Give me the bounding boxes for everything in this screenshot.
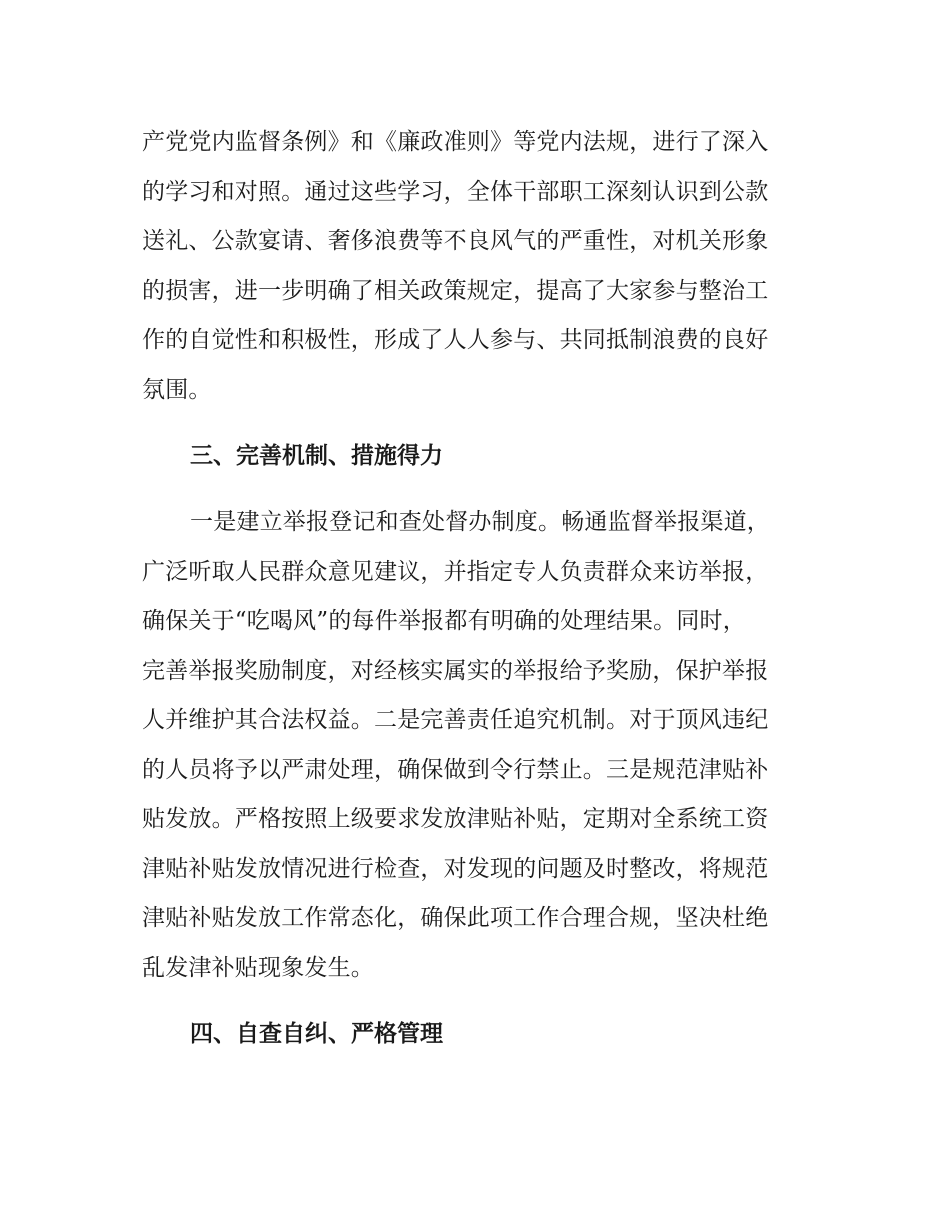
para1-line-4: 的损害，进一步明确了相关政策规定，提高了大家参与整治工 xyxy=(142,278,769,304)
para2-line-9: 津贴补贴发放工作常态化，确保此项工作合理合规，坚决杜绝 xyxy=(142,905,769,931)
para2-line-5: 人并维护其合法权益。二是完善责任追究机制。对于顶风违纪 xyxy=(142,707,769,733)
para2-line-1: 一是建立举报登记和查处督办制度。畅通监督举报渠道， xyxy=(190,509,770,535)
para2-line-2: 广泛听取人民群众意见建议，并指定专人负责群众来访举报， xyxy=(142,559,769,585)
para1-line-5: 作的自觉性和积极性，形成了人人参与、共同抵制浪费的良好 xyxy=(142,327,769,353)
para2-line-10: 乱发津补贴现象发生。 xyxy=(142,955,374,981)
para2-line-8: 津贴补贴发放情况进行检查，对发现的问题及时整改，将规范 xyxy=(142,856,769,882)
section-heading-3: 三、完善机制、措施得力 xyxy=(190,443,443,469)
para1-line-2: 的学习和对照。通过这些学习，全体干部职工深刻认识到公款 xyxy=(142,179,769,205)
para2-line-7: 贴发放。严格按照上级要求发放津贴补贴，定期对全系统工资 xyxy=(142,806,769,832)
section-heading-4: 四、自查自纠、严格管理 xyxy=(190,1021,443,1047)
para1-line-1: 产党党内监督条例》和《廉政准则》等党内法规，进行了深入 xyxy=(142,129,769,155)
para1-line-3: 送礼、公款宴请、奢侈浪费等不良风气的严重性，对机关形象 xyxy=(142,228,769,254)
para2-line-6: 的人员将予以严肃处理，确保做到令行禁止。三是规范津贴补 xyxy=(142,757,769,783)
para2-line-4: 完善举报奖励制度，对经核实属实的举报给予奖励，保护举报 xyxy=(142,658,769,684)
para1-line-6: 氛围。 xyxy=(142,377,212,403)
para2-line-3: 确保关于“吃喝风”的每件举报都有明确的处理结果。同时， xyxy=(142,608,746,634)
